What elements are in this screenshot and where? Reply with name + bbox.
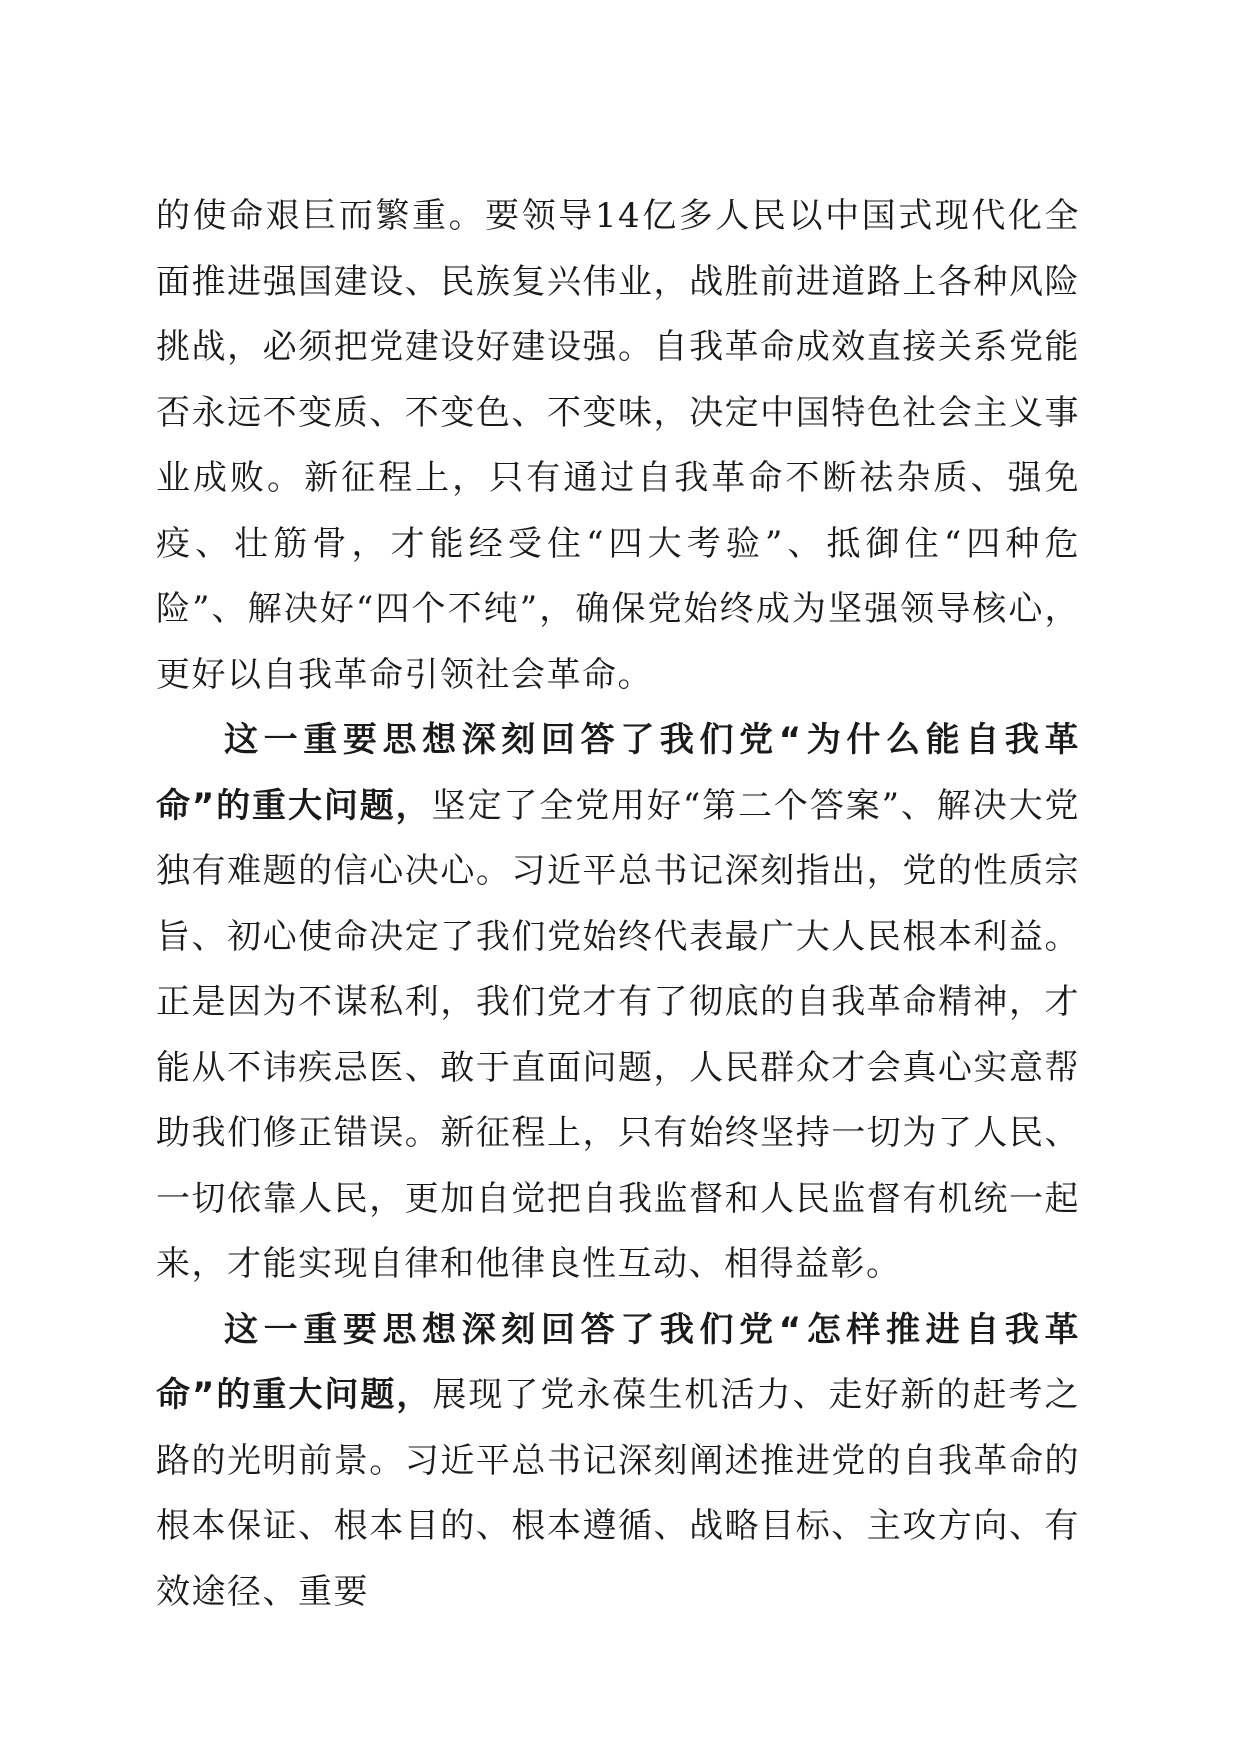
paragraph-body: 展现了党永葆生机活力、走好新的赶考之路的光明前景。习近平总书记深刻阐述推进党的自我革命的根本保证、根本目的、根本遵循、战略目标、主攻方向、有效途径、重要 [156, 1375, 1080, 1612]
paragraph-how-self-revolution [156, 1298, 1080, 1626]
paragraph-why-self-revolution [156, 708, 1080, 1298]
paragraph-lead-bold: 这一重要思想深刻回答了我们党“怎样推进自我革命”的重大问题， [156, 1309, 1080, 1415]
paragraph-continuation: 的使命艰巨而繁重。要领导14亿多人民以中国式现代化全面推进强国建设、民族复兴伟业，战胜前进道路上各种风险挑战，必须把党建设好建设强。自我革命成效直接关系党能否永远不变质、不变色、不变味，决定中国特色社会主义事业成败。新征程上，只有通过自我革命不断祛杂质、强免疫、壮筋骨，才能经受住“四大考验”、抵御住“四种危险”、解决好“四个不纯”，确保党始终成为坚强领导核心，更好以自我革命引领社会革命。 [156, 196, 1080, 695]
document-body [156, 184, 1080, 1625]
paragraph-lead-bold: 这一重要思想深刻回答了我们党“为什么能自我革命”的重大问题， [156, 720, 1080, 826]
paragraph-body: 坚定了全党用好“第二个答案”、解决大党独有难题的信心决心。习近平总书记深刻指出，党的性质宗旨、初心使命决定了我们党始终代表最广大人民根本利益。正是因为不谋私利，我们党才有了彻底的自我革命精神，才能从不讳疾忌医、敢于直面问题，人民群众才会真心实意帮助我们修正错误。新征程上，只有始终坚持一切为了人民、一切依靠人民，更加自觉把自我监督和人民监督有机统一起来，才能实现自律和他律良性互动、相得益彰。 [156, 785, 1080, 1284]
